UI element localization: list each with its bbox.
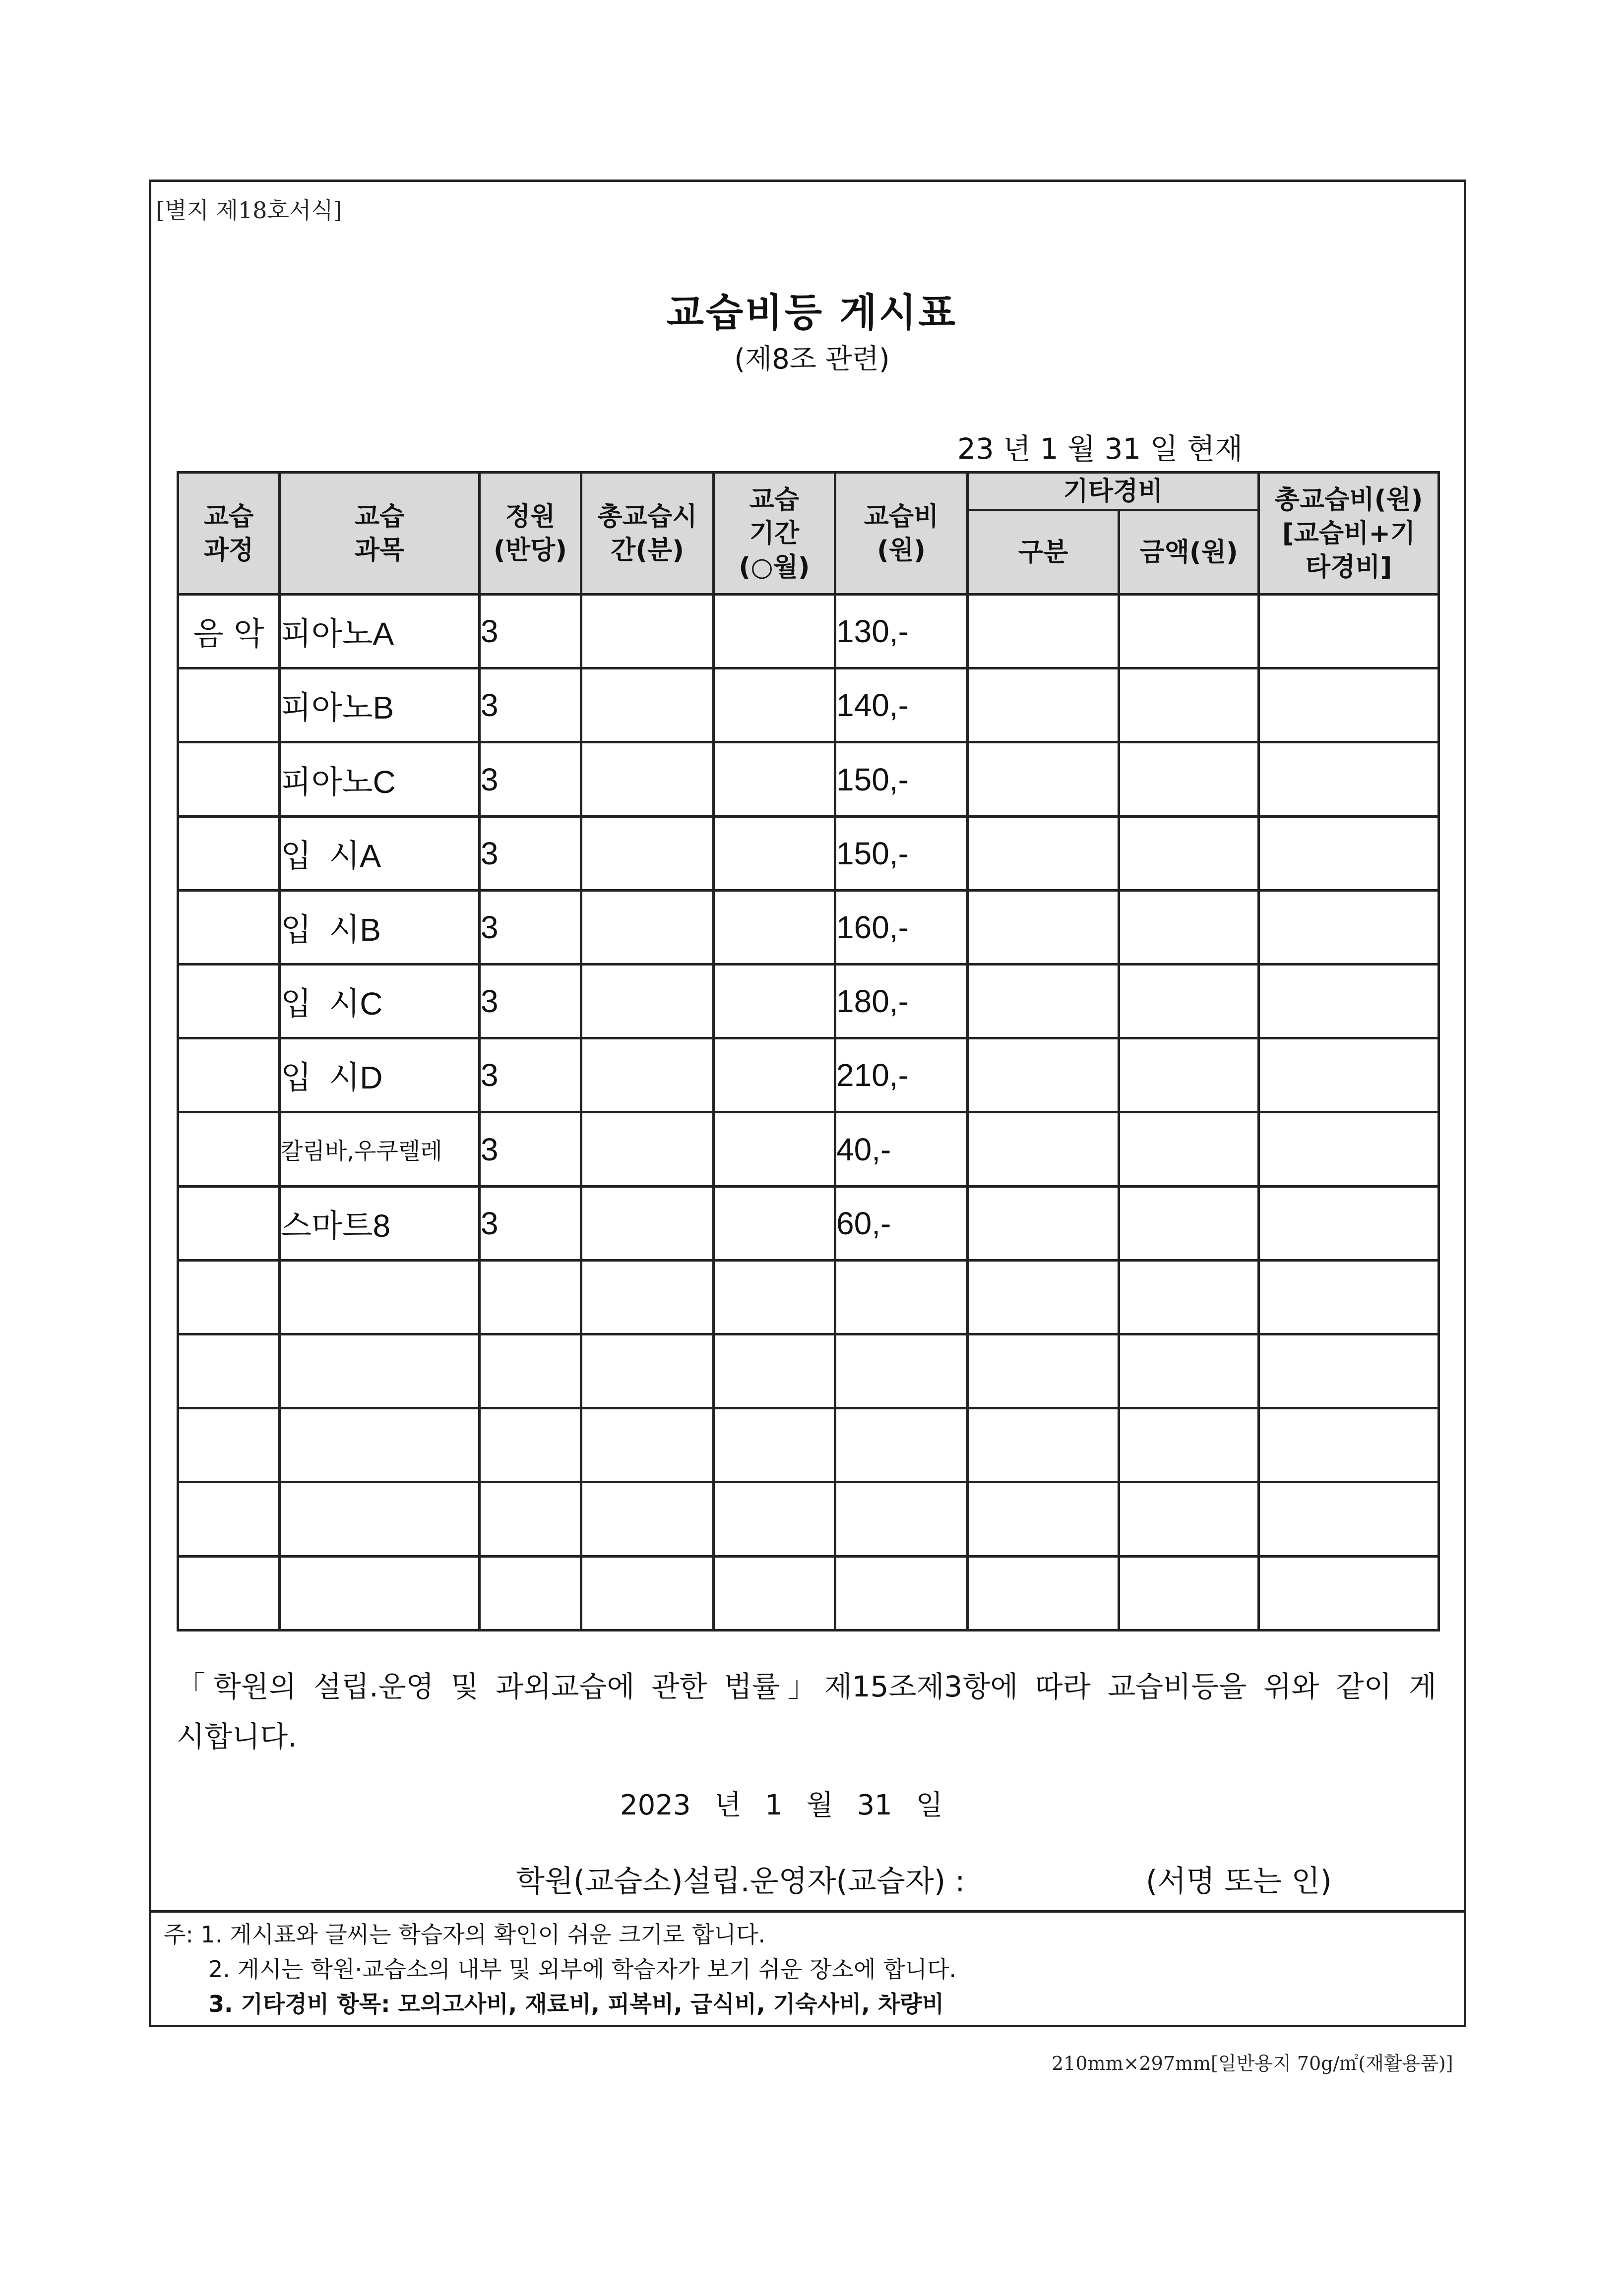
fee-cell — [835, 1408, 968, 1482]
other-type-cell — [968, 1038, 1119, 1112]
total-cell — [1259, 595, 1439, 668]
table-row — [178, 1112, 1439, 1186]
course-cell: 음 악 — [178, 595, 280, 668]
course-cell — [178, 1186, 280, 1260]
capacity-cell: 3 — [480, 1038, 581, 1112]
subject-cell — [280, 1482, 480, 1556]
capacity-cell: 3 — [480, 1112, 581, 1186]
fee-cell: 140,- — [835, 668, 968, 742]
total-time-cell — [581, 668, 714, 742]
table-row — [178, 1556, 1439, 1630]
subject-cell — [280, 1260, 480, 1334]
other-amount-cell — [1119, 1556, 1259, 1630]
course-cell — [178, 1038, 280, 1112]
total-cell — [1259, 1408, 1439, 1482]
period-cell — [714, 890, 835, 964]
period-cell — [714, 816, 835, 890]
table-row — [178, 1186, 1439, 1260]
header-total-time: 총교습시 간(분) — [581, 473, 714, 595]
period-cell — [714, 1260, 835, 1334]
notes-divider — [149, 1910, 1466, 1913]
course-cell — [178, 1408, 280, 1482]
other-amount-cell — [1119, 595, 1259, 668]
course-cell — [178, 1334, 280, 1408]
table-row — [178, 668, 1439, 742]
total-time-cell — [581, 595, 714, 668]
table-row — [178, 890, 1439, 964]
fee-cell: 180,- — [835, 965, 968, 1038]
course-cell — [178, 668, 280, 742]
total-cell — [1259, 965, 1439, 1038]
period-cell — [714, 742, 835, 816]
total-time-cell — [581, 1556, 714, 1630]
header-other-type: 구분 — [968, 510, 1119, 595]
course-cell — [178, 816, 280, 890]
capacity-cell: 3 — [480, 816, 581, 890]
paper-spec: 210mm×297mm[일반용지 70g/㎡(재활용품)] — [1052, 2053, 1453, 2074]
period-cell — [714, 1556, 835, 1630]
total-cell — [1259, 742, 1439, 816]
total-time-cell — [581, 1482, 714, 1556]
other-type-cell — [968, 1112, 1119, 1186]
other-type-cell — [968, 1260, 1119, 1334]
other-amount-cell — [1119, 668, 1259, 742]
other-type-cell — [968, 742, 1119, 816]
fee-cell: 150,- — [835, 742, 968, 816]
total-time-cell — [581, 1334, 714, 1408]
fee-table — [177, 471, 1440, 1631]
subject-cell — [280, 1408, 480, 1482]
other-type-cell — [968, 1482, 1119, 1556]
period-cell — [714, 1482, 835, 1556]
total-time-cell — [581, 816, 714, 890]
other-amount-cell — [1119, 1112, 1259, 1186]
other-amount-cell — [1119, 965, 1259, 1038]
table-row — [178, 595, 1439, 668]
period-cell — [714, 1038, 835, 1112]
table-row — [178, 1038, 1439, 1112]
fee-cell: 130,- — [835, 595, 968, 668]
subject-cell: 스마트8 — [280, 1186, 480, 1260]
subject-cell: 피아노B — [280, 668, 480, 742]
table-row — [178, 816, 1439, 890]
other-type-cell — [968, 1556, 1119, 1630]
period-cell — [714, 668, 835, 742]
signer-label: 학원(교습소)설립.운영자(교습자) : — [516, 1864, 965, 1899]
subject-cell: 입 시B — [280, 890, 480, 964]
document-subtitle: (제8조 관련) — [734, 343, 890, 375]
total-time-cell — [581, 1408, 714, 1482]
course-cell — [178, 965, 280, 1038]
table-row — [178, 1408, 1439, 1482]
total-cell — [1259, 890, 1439, 964]
header-period: 교습 기간 (○월) — [714, 473, 835, 595]
fee-cell: 150,- — [835, 816, 968, 890]
other-type-cell — [968, 1408, 1119, 1482]
course-cell — [178, 742, 280, 816]
table-row — [178, 1260, 1439, 1334]
total-time-cell — [581, 1186, 714, 1260]
issue-date: 2023 년 1 월 31 일 — [620, 1789, 943, 1821]
course-cell — [178, 1112, 280, 1186]
capacity-cell: 3 — [480, 595, 581, 668]
subject-cell — [280, 1556, 480, 1630]
total-cell — [1259, 1186, 1439, 1260]
note-3: 3. 기타경비 항목: 모의고사비, 재료비, 피복비, 급식비, 기숙사비, 차량비 — [208, 1991, 944, 2017]
fee-cell: 60,- — [835, 1186, 968, 1260]
capacity-cell: 3 — [480, 965, 581, 1038]
capacity-cell — [480, 1482, 581, 1556]
other-amount-cell — [1119, 1186, 1259, 1260]
period-cell — [714, 1334, 835, 1408]
total-cell — [1259, 1112, 1439, 1186]
other-amount-cell — [1119, 816, 1259, 890]
header-total: 총교습비(원) [교습비+기 타경비] — [1259, 473, 1439, 595]
notes — [164, 1917, 956, 2021]
fee-cell: 160,- — [835, 890, 968, 964]
table-row — [178, 1334, 1439, 1408]
capacity-cell: 3 — [480, 890, 581, 964]
form-label: [별지 제18호서식] — [156, 197, 342, 224]
note-1: 주: 1. 게시표와 글씨는 학습자의 확인이 쉬운 크기로 합니다. — [164, 1921, 766, 1948]
other-amount-cell — [1119, 1038, 1259, 1112]
capacity-cell: 3 — [480, 668, 581, 742]
header-fee: 교습비 (원) — [835, 473, 968, 595]
capacity-cell: 3 — [480, 742, 581, 816]
other-amount-cell — [1119, 1408, 1259, 1482]
other-amount-cell — [1119, 1334, 1259, 1408]
table-row — [178, 965, 1439, 1038]
capacity-cell — [480, 1408, 581, 1482]
other-amount-cell — [1119, 1260, 1259, 1334]
capacity-cell — [480, 1334, 581, 1408]
other-type-cell — [968, 890, 1119, 964]
subject-cell: 입 시D — [280, 1038, 480, 1112]
legal-statement-cont: 시합니다. — [177, 1720, 297, 1753]
other-amount-cell — [1119, 1482, 1259, 1556]
total-time-cell — [581, 1112, 714, 1186]
subject-cell — [280, 1334, 480, 1408]
subject-cell: 칼림바,우쿠렐레 — [280, 1112, 480, 1186]
subject-cell: 피아노A — [280, 595, 480, 668]
total-cell — [1259, 1556, 1439, 1630]
period-cell — [714, 595, 835, 668]
table-row — [178, 1482, 1439, 1556]
total-cell — [1259, 668, 1439, 742]
subject-cell: 입 시C — [280, 965, 480, 1038]
fee-cell: 40,- — [835, 1112, 968, 1186]
period-cell — [714, 1112, 835, 1186]
total-cell — [1259, 816, 1439, 890]
fee-cell — [835, 1334, 968, 1408]
other-type-cell — [968, 1186, 1119, 1260]
legal-statement: 「학원의 설립.운영 및 과외교습에 관한 법률」제15조제3항에 따라 교습비등을 위와 같이 게 — [177, 1670, 1437, 1703]
period-cell — [714, 1186, 835, 1260]
total-time-cell — [581, 890, 714, 964]
header-course: 교습 과정 — [178, 473, 280, 595]
capacity-cell — [480, 1260, 581, 1334]
note-2: 2. 게시는 학원·교습소의 내부 및 외부에 학습자가 보기 쉬운 장소에 합니다. — [208, 1956, 956, 1983]
fee-cell — [835, 1260, 968, 1334]
header-subject: 교습 과목 — [280, 473, 480, 595]
other-type-cell — [968, 965, 1119, 1038]
total-cell — [1259, 1482, 1439, 1556]
total-time-cell — [581, 742, 714, 816]
total-time-cell — [581, 1260, 714, 1334]
as-of-date: 23 년 1 월 31 일 현재 — [957, 432, 1243, 466]
total-cell — [1259, 1334, 1439, 1408]
subject-cell: 피아노C — [280, 742, 480, 816]
other-type-cell — [968, 595, 1119, 668]
other-type-cell — [968, 1334, 1119, 1408]
period-cell — [714, 1408, 835, 1482]
course-cell — [178, 1260, 280, 1334]
other-type-cell — [968, 668, 1119, 742]
header-other-amount: 금액(원) — [1119, 510, 1259, 595]
fee-table-body — [178, 595, 1439, 1631]
capacity-cell: 3 — [480, 1186, 581, 1260]
course-cell — [178, 890, 280, 964]
other-amount-cell — [1119, 890, 1259, 964]
course-cell — [178, 1556, 280, 1630]
period-cell — [714, 965, 835, 1038]
total-time-cell — [581, 1038, 714, 1112]
header-capacity: 정원 (반당) — [480, 473, 581, 595]
total-time-cell — [581, 965, 714, 1038]
total-cell — [1259, 1038, 1439, 1112]
capacity-cell — [480, 1556, 581, 1630]
other-amount-cell — [1119, 742, 1259, 816]
fee-cell — [835, 1556, 968, 1630]
table-row — [178, 742, 1439, 816]
signature-seal-label: (서명 또는 인) — [1146, 1864, 1332, 1899]
subject-cell: 입 시A — [280, 816, 480, 890]
total-cell — [1259, 1260, 1439, 1334]
header-other-expenses: 기타경비 — [968, 473, 1259, 510]
course-cell — [178, 1482, 280, 1556]
document-title: 교습비등 게시표 — [666, 291, 958, 335]
fee-cell: 210,- — [835, 1038, 968, 1112]
fee-cell — [835, 1482, 968, 1556]
other-type-cell — [968, 816, 1119, 890]
